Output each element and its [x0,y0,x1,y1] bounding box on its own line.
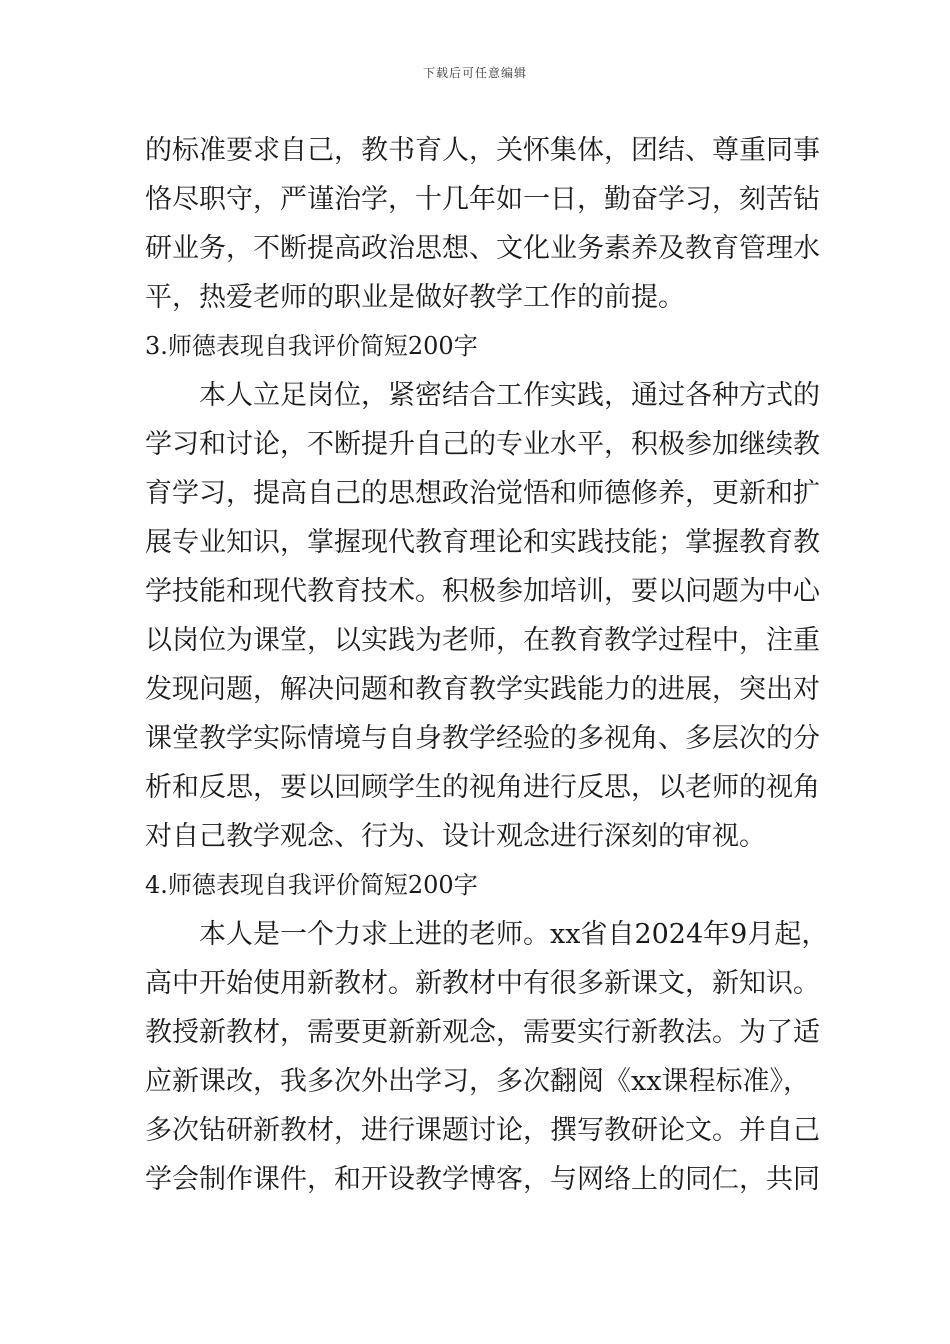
body-line: 课堂教学实际情境与自身教学经验的多视角、多层次的分 [145,723,820,754]
body-line: 对自己教学观念、行为、设计观念进行深刻的审视。 [145,821,766,852]
section-heading-3: 3.师德表现自我评价简短200字 [145,332,478,360]
body-line: 育学习，提高自己的思想政治觉悟和师德修养，更新和扩 [145,478,820,509]
page-header: 下载后可任意编辑 [422,66,527,80]
body-line: 高中开始使用新教材。新教材中有很多新课文，新知识。 [145,968,820,999]
body-line: 教授新教材，需要更新新观念，需要实行新教法。为了适 [145,1017,820,1048]
body-line: 学会制作课件，和开设教学博客，与网络上的同仁，共同 [145,1164,820,1195]
body-line: 学习和讨论，不断提升自己的专业水平，积极参加继续教 [145,429,820,460]
paragraph-first-line: 本人立足岗位，紧密结合工作实践，通过各种方式的 [199,380,820,411]
body-line: 应新课改，我多次外出学习，多次翻阅《xx课程标准》， [145,1066,810,1097]
body-line: 平，热爱老师的职业是做好教学工作的前提。 [145,282,685,313]
section-heading-4: 4.师德表现自我评价简短200字 [145,871,478,899]
body-line: 以岗位为课堂，以实践为老师，在教育教学过程中，注重 [145,625,820,656]
body-line: 发现问题，解决问题和教育教学实践能力的进展，突出对 [145,674,820,705]
body-line: 学技能和现代教育技术。积极参加培训，要以问题为中心 [145,576,820,607]
body-line: 展专业知识，掌握现代教育理论和实践技能；掌握教育教 [145,527,820,558]
body-line: 的标准要求自己，教书育人，关怀集体，团结、尊重同事 [145,135,820,166]
body-line: 恪尽职守，严谨治学，十几年如一日，勤奋学习，刻苦钻 [145,184,820,215]
body-line: 研业务，不断提高政治思想、文化业务素养及教育管理水 [145,233,820,264]
document-body [145,126,829,1204]
body-line: 多次钻研新教材，进行课题讨论，撰写教研论文。并自己 [145,1115,820,1146]
paragraph-first-line: 本人是一个力求上进的老师。xx省自2024年9月起， [199,919,829,950]
body-line: 析和反思，要以回顾学生的视角进行反思，以老师的视角 [145,772,820,803]
